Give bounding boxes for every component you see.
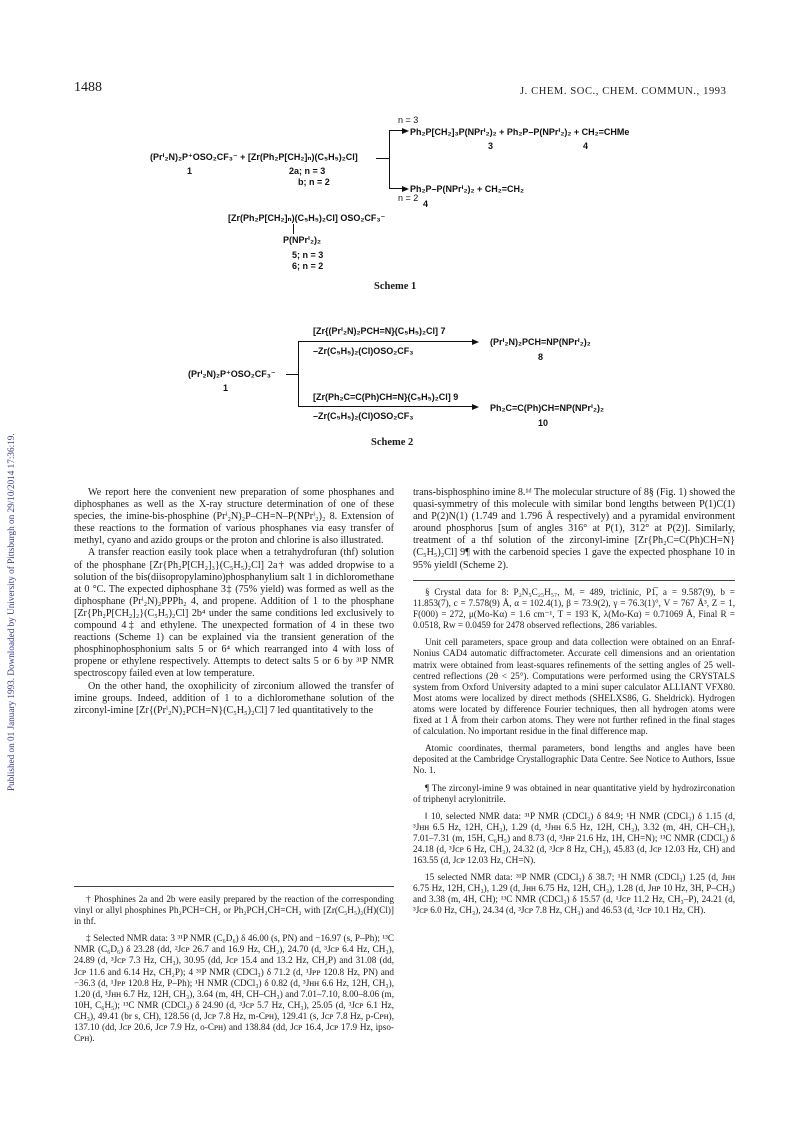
footnote-pilcrow: ¶ The zirconyl-imine 9 was obtained in near quantitative yield by hydrozirconation of triphenyl acrylonitrile. [413, 782, 735, 804]
right-column [413, 487, 735, 572]
footnote-dagger: † Phosphines 2a and 2b were easily prepared by the reaction of the corresponding vinyl or allyl phosphines Ph₂PCH=CH₂ or Ph₂PCH₂CH=CH₂ with [Zr(C₅H₅)₂(H)(Cl)] in thf. [74, 894, 394, 927]
label-1: 1 [187, 166, 193, 176]
intermediate-p: P(NPrⁱ₂)₂ [283, 235, 321, 245]
page-number: 1488 [74, 80, 102, 95]
right-footnotes [413, 587, 735, 923]
n3-label: n = 3 [398, 115, 419, 125]
reactant-1: (Prⁱ₂N)₂P⁺OSO₂CF₃⁻ + [Zr(Ph₂P[CH₂]ₙ)(C₅H₅)₂Cl] [150, 152, 358, 162]
paragraph: We report here the convenient new preparation of some phosphanes and diphosphanes as well as the X-ray structure determination of one of these species, the imine-bis-phosphine (Prⁱ₂N)₂P–CH=N–P(NPrⁱ₂)₂ 8. Extension of these reactions to the formation of various phosphanes via easy transfer of methyl, cyano and azido groups or the proton and chlorine is also illustrated. [74, 487, 394, 547]
intermediate-salt: [Zr(Ph₂P[CH₂]ₙ)(C₅H₅)₂Cl] OSO₂CF₃⁻ [228, 213, 386, 223]
paragraph: A transfer reaction easily took place when a tetrahydrofuran (thf) solution of the phosphane [Zr{Ph₂P[CH₂]₃}(C₅H₅)₂Cl] 2a† was added dropwise to a solution of the bis(diisopropylamino)phosphanylium salt 1 in dichloromethane at 0 °C. The expected diphosphane 3‡ (75% yield) was formed as well as the diphosphane (Prⁱ₂N)₂PPPh₂ 4, and propene. Addition of 1 to the phosphane [Zr{Ph₂P[CH₂]₂}(C₅H₅)₂Cl] 2b⁴ under the same conditions led exclusively to compound 4‡ and ethylene. The unexpected formation of 4 in these two reactions (Scheme 1) can be explained via the transient generation of the phosphinophosphonium salts 5 or 6⁴ which rearranged into 4 with loss of propene or ethylene respectively. Attempts to detect salts 5 or 6 by ³¹P NMR spectroscopy failed even at low temperature. [74, 547, 394, 680]
label-1-scheme2: 1 [223, 383, 229, 393]
footnote-deposit: Atomic coordinates, thermal parameters, bond lengths and angles have been deposited at the Cambridge Crystallographic Data Centre. See Notice to Authors, Issue No. 1. [413, 743, 735, 776]
left-column [74, 487, 394, 717]
byproduct-bottom: –Zr(C₅H₅)₂(Cl)OSO₂CF₃ [313, 411, 414, 421]
byproduct-top: –Zr(C₅H₅)₂(Cl)OSO₂CF₃ [313, 346, 414, 356]
product-10: Ph₂C=C(Ph)CH=NP(NPrⁱ₂)₂ [490, 403, 604, 413]
reactant-1-scheme2: (Prⁱ₂N)₂P⁺OSO₂CF₃⁻ [188, 369, 276, 379]
label-6: 6; n = 2 [292, 261, 324, 271]
paragraph: On the other hand, the oxophilicity of zirconium allowed the transfer of imine groups. Indeed, addition of 1 to a dichloromethane solution of the zirconyl-imine [Zr{(Prⁱ₂N)₂PCH=N}(C₅H₅)₂Cl] 7 led quantitatively to the [74, 680, 394, 716]
label-2a: 2a; n = 3 [289, 166, 326, 176]
product-8: (Prⁱ₂N)₂PCH=NP(NPrⁱ₂)₂ [490, 337, 591, 347]
label-3: 3 [488, 141, 494, 151]
scheme-2-caption: Scheme 2 [371, 437, 414, 448]
label-5: 5; n = 3 [292, 250, 324, 260]
label-4-bottom: 4 [423, 199, 429, 209]
scheme-1-caption: Scheme 1 [374, 281, 417, 292]
label-10: 10 [538, 418, 549, 428]
download-watermark: Published on 01 January 1993. Downloaded by University of Pittsburgh on 29/10/2014 17:36:19. [6, 433, 16, 791]
footnote-data-collection: Unit cell parameters, space group and data collection were obtained on an Enraf-Nonius CAD4 automatic diffractometer. Accurate cell dimensions and an orientation matrix were obtained from least-squares refinements of the setting angles of 25 well-centred reflections (2θ < 25°). Computations were performed using the CRYSTALS system from Oxford University adapted to a mini super calculator ALLIANT VFX80. Most atoms were localized by direct methods (SHELXS86, G. Sheldrick). Hydrogen atoms were located by difference Fourier techniques, then all hydrogen atoms were fixed at 1 Å from their carbon atoms. They were not further refined in the final stages of calculation. No important residue in the final difference map. [413, 637, 735, 737]
reagent-7: [Zr{(Prⁱ₂N)₂PCH=N}(C₅H₅)₂Cl] 7 [313, 326, 446, 336]
product-bottom: Ph₂P–P(NPrⁱ₂)₂ + CH₂=CH₂ [410, 184, 524, 194]
left-footnotes [74, 894, 394, 1050]
journal-running-head: J. CHEM. SOC., CHEM. COMMUN., 1993 [520, 86, 727, 97]
footnote-parallel: ‖ 10, selected NMR data: ³¹P NMR (CDCl₃) δ 84.9; ¹H NMR (CDCl₃) δ 1.15 (d, ³Jʜʜ 6.5 Hz, 12H, CH₃), 1.29 (d, ³Jʜʜ 6.5 Hz, 12H, CH₃), 3.32 (m, 4H, CH–CH₃), 7.01–7.31 (m, 15H, C₆H₅) and 8.73 (d, ³Jʜᴘ 21.6 Hz, 1H, CH=N); ¹³C NMR (CDCl₃) δ 24.18 (d, ³Jᴄᴘ 6 Hz, CH₃), 24.32 (d, ³Jᴄᴘ 8 Hz, CH₃), 45.83 (d, Jᴄᴘ 12.03 Hz, CH) and 163.55 (d, Jᴄᴘ 12.03 Hz, CH=N). [413, 810, 735, 866]
footnote-crystal-data: § Crystal data for 8: P₂N₅C₂₅H₅₇, Mᵣ = 489, triclinic, P1̅, a = 9.587(9), b = 11.853(7), c = 7.578(9) Å, α = 102.4(1), β = 73.9(2), γ = 76.3(1)°, V = 767 Å³, Z = 1, F(000) = 272, μ(Mo-Kα) = 1.6 cm⁻¹, T = 193 K, λ(Mo-Kα) = 0.71069 Å, Final R = 0.0518, Rᴡ = 0.0459 for 2478 observed reflections, 286 variables. [413, 587, 735, 631]
footnote-rule-right [413, 580, 735, 581]
reagent-9: [Zr(Ph₂C=C(Ph)CH=N}(C₅H₅)₂Cl] 9 [313, 392, 459, 402]
footnote-ddagger: ‡ Selected NMR data: 3 ³¹P NMR (C₆D₆) δ 46.00 (s, PN) and −16.97 (s, P–Ph); ¹³C NMR (C₆D₆) δ 23.28 (dd, ²Jᴄᴘ 26.7 and 16.9 Hz, CH₂), 24.70 (d, ³Jᴄᴘ 6.4 Hz, CH₃), 24.89 (d, ³Jᴄᴘ 7.3 Hz, CH₃), 30.95 (dd, Jᴄᴘ 15.4 and 13.2 Hz, CH₂P) and 31.08 (dd, Jᴄᴘ 11.6 and 6.14 Hz, CH₂P); 4 ³¹P NMR (CDCl₃) δ 71.2 (d, ¹Jᴘᴘ 120.8 Hz, PN) and −36.3 (d, ¹Jᴘᴘ 120.8 Hz, P–Ph); ¹H NMR (CDCl₃) δ 0.82 (d, ³Jʜʜ 6.6 Hz, 12H, CH₃), 1.20 (d, ³Jʜʜ 6.7 Hz, 12H, CH₃), 3.64 (m, 4H, CH–CH₃) and 7.01–7.10, 8.00–8.06 (m, 10H, C₆H₅); ¹³C NMR (CDCl₃) δ 24.90 (d, ³Jᴄᴘ 5.7 Hz, CH₃), 25.05 (d, ³Jᴄᴘ 6.1 Hz, CH₃), 49.41 (br s, CH), 128.56 (d, Jᴄᴘ 7.8 Hz, m-Cᴘʜ), 129.41 (s, Jᴄᴘ 7.8 Hz, p-Cᴘʜ), 137.10 (dd, Jᴄᴘ 20.6, Jᴄᴘ 7.9 Hz, o-Cᴘʜ) and 138.84 (dd, Jᴄᴘ 16.4, Jᴄᴘ 17.9 Hz, ipso-Cᴘʜ). [74, 933, 394, 1044]
label-8: 8 [538, 352, 544, 362]
footnote-15: 15 selected NMR data: ³¹P NMR (CDCl₃) δ 38.7; ¹H NMR (CDCl₃) 1.25 (d, Jʜʜ 6.75 Hz, 12H, CH₃), 1.29 (d, Jʜʜ 6.75 Hz, 12H, CH₃), 1.28 (d, Jʜᴘ 10 Hz, 3H, P–CH₃) and 3.38 (m, 4H, CH); ¹³C NMR (CDCl₃) δ 15.57 (d, ¹Jᴄᴘ 11.2 Hz, CH₃–P), 24.21 (d, ³Jᴄᴘ 6.0 Hz, CH₃), 24.34 (d, ³Jᴄᴘ 7.8 Hz, CH₃) and 46.53 (d, ²Jᴄᴘ 10.1 Hz, CH). [413, 872, 735, 916]
label-2b: b; n = 2 [298, 177, 330, 187]
paragraph: trans-bisphosphino imine 8.¹ᵈ The molecular structure of 8§ (Fig. 1) showed the quasi-symmetry of this molecule with similar bond lengths between P(1)C(1) and P(2)N(1) (1.749 and 1.796 Å respectively) and a pyramidal environment around phosphorus [sum of angles 316° at P(1), 312° at P(2)]. Similarly, treatment of a thf solution of the zirconyl-imine [Zr{Ph₂C=C(Ph)CH=N}(C₅H₅)₂Cl] 9¶ with the carbenoid species 1 gave the expected phosphane 10 in 95% yield‖ (Scheme 2). [413, 487, 735, 571]
footnote-rule-left [74, 886, 394, 887]
product-top: Ph₂P[CH₂]₃P(NPrⁱ₂)₂ + Ph₂P–P(NPrⁱ₂)₂ + CH₂=CHMe [410, 127, 630, 137]
label-4-top: 4 [583, 141, 589, 151]
n2-label: n = 2 [398, 193, 419, 203]
